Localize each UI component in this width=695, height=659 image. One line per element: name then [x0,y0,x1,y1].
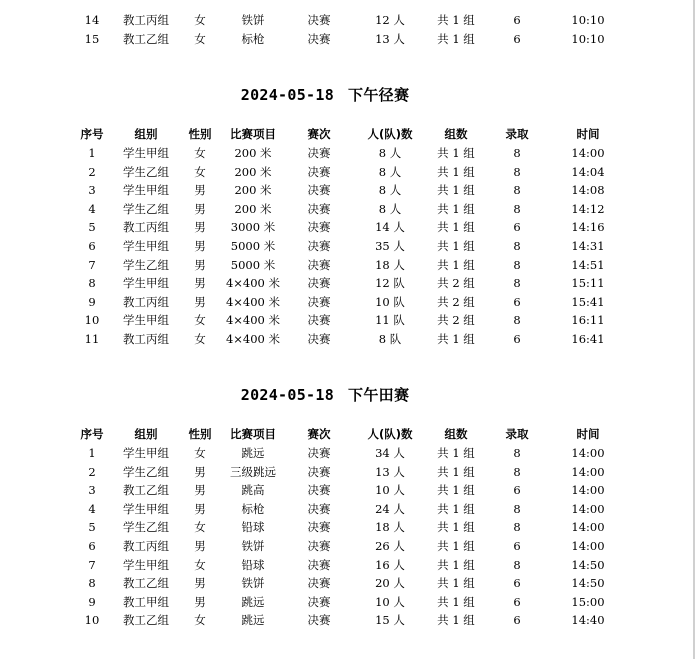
cell-event: 铁饼 [241,13,265,27]
cell-group: 学生甲组 [123,239,169,253]
cell-entrants: 13 人 [375,31,405,46]
header-group: 组别 [134,127,158,141]
cell-round: 决赛 [307,164,331,179]
header-event: 比赛项目 [230,127,276,141]
cell-time: 14:00 [571,520,605,535]
section-title [0,384,650,405]
cell-qualify: 6 [513,613,521,628]
cell-event: 200 米 [234,146,272,160]
cell-time: 14:00 [571,483,605,498]
cell-heats: 共 1 组 [437,613,475,628]
cell-entrants: 10 人 [375,594,405,609]
cell-round: 决赛 [307,313,331,328]
cell-group: 教工乙组 [123,483,169,498]
cell-event: 跳高 [241,483,265,498]
cell-entrants: 10 队 [375,294,405,309]
cell-round: 决赛 [307,332,331,346]
cell-heats: 共 1 组 [437,146,475,160]
cell-gender: 男 [194,464,206,479]
cell-group: 学生甲组 [123,313,169,328]
cell-gender: 男 [194,539,206,553]
cell-heats: 共 1 组 [437,446,475,460]
cell-heats: 共 1 组 [437,164,475,179]
cell-round: 决赛 [307,557,331,572]
table-row [0,30,693,48]
cell-group: 学生乙组 [123,257,169,272]
cell-gender: 女 [194,446,206,460]
cell-event: 跳远 [241,613,265,628]
cell-entrants: 18 人 [375,257,405,272]
cell-number: 9 [88,294,96,309]
table-row [0,311,693,329]
section-title [0,84,650,105]
cell-gender: 女 [194,332,206,346]
cell-group: 教工甲组 [123,594,169,609]
table-row [0,293,693,311]
cell-group: 教工乙组 [123,613,169,628]
cell-group: 教工乙组 [123,576,169,591]
table-row [0,144,693,162]
cell-time: 10:10 [571,31,605,46]
cell-group: 教工丙组 [123,539,169,553]
table-header [0,425,693,443]
cell-event: 铁饼 [241,576,265,591]
cell-entrants: 12 人 [375,13,405,27]
cell-group: 学生甲组 [123,446,169,460]
cell-gender: 男 [194,183,206,198]
cell-round: 决赛 [307,257,331,272]
cell-round: 决赛 [307,276,331,291]
cell-entrants: 8 人 [378,146,402,160]
cell-number: 4 [88,201,96,216]
table-row [0,500,693,518]
cell-event: 4×400 米 [225,332,281,346]
cell-gender: 女 [194,613,206,628]
header-gender: 性别 [188,127,212,141]
cell-qualify: 8 [513,239,521,253]
cell-qualify: 6 [513,539,521,553]
cell-time: 16:41 [571,332,605,346]
cell-event: 5000 米 [230,239,276,253]
cell-number: 2 [88,164,96,179]
cell-round: 决赛 [307,146,331,160]
cell-gender: 男 [194,294,206,309]
cell-round: 决赛 [307,501,331,516]
cell-event: 200 米 [234,164,272,179]
cell-number: 3 [88,483,96,498]
cell-round: 决赛 [307,576,331,591]
cell-event: 跳远 [241,446,265,460]
cell-gender: 男 [194,276,206,291]
cell-heats: 共 1 组 [437,13,475,27]
cell-gender: 女 [194,313,206,328]
cell-gender: 男 [194,239,206,253]
cell-time: 14:51 [571,257,605,272]
cell-qualify: 8 [513,520,521,535]
cell-event: 铁饼 [241,539,265,553]
cell-gender: 女 [194,557,206,572]
cell-heats: 共 2 组 [437,276,475,291]
cell-round: 决赛 [307,613,331,628]
cell-number: 5 [88,520,96,535]
header-gender: 性别 [188,427,212,441]
cell-time: 14:08 [571,183,605,198]
cell-entrants: 8 人 [378,201,402,216]
table-row [0,518,693,536]
cell-heats: 共 1 组 [437,464,475,479]
cell-heats: 共 1 组 [437,257,475,272]
cell-gender: 男 [194,483,206,498]
header-qualify: 录取 [505,427,529,441]
table-row [0,163,693,181]
cell-number: 6 [88,239,96,253]
cell-heats: 共 1 组 [437,557,475,572]
table-row [0,200,693,218]
section-name: 下午田赛 [348,386,410,404]
cell-gender: 女 [194,164,206,179]
cell-qualify: 8 [513,313,521,328]
cell-qualify: 8 [513,146,521,160]
cell-qualify: 6 [513,332,521,346]
header-group: 组别 [134,427,158,441]
cell-gender: 男 [194,201,206,216]
cell-round: 决赛 [307,520,331,535]
cell-round: 决赛 [307,31,331,46]
cell-qualify: 8 [513,276,521,291]
cell-event: 200 米 [234,183,272,198]
cell-heats: 共 2 组 [437,313,475,328]
cell-heats: 共 1 组 [437,501,475,516]
header-time: 时间 [576,427,600,441]
cell-event: 200 米 [234,201,272,216]
cell-time: 14:50 [571,576,605,591]
cell-gender: 男 [194,220,206,235]
cell-heats: 共 1 组 [437,201,475,216]
cell-number: 1 [88,146,96,160]
header-number: 序号 [80,427,104,441]
cell-gender: 女 [194,146,206,160]
cell-time: 16:11 [571,313,605,328]
cell-number: 7 [88,557,96,572]
cell-time: 10:10 [571,13,605,27]
cell-time: 14:31 [571,239,605,253]
cell-time: 15:41 [571,294,605,309]
cell-number: 6 [88,539,96,553]
cell-time: 15:11 [571,276,605,291]
cell-event: 4×400 米 [225,276,281,291]
cell-entrants: 26 人 [375,539,405,553]
cell-round: 决赛 [307,13,331,27]
cell-entrants: 10 人 [375,483,405,498]
cell-time: 14:00 [571,501,605,516]
cell-event: 三级跳远 [230,464,276,479]
section-date: 2024-05-18 [240,86,335,104]
table-row [0,593,693,611]
cell-time: 14:12 [571,201,605,216]
cell-qualify: 6 [513,31,521,46]
cell-entrants: 24 人 [375,501,405,516]
header-event: 比赛项目 [230,427,276,441]
cell-time: 14:04 [571,164,605,179]
cell-entrants: 8 队 [378,332,402,346]
cell-number: 15 [84,31,100,46]
cell-number: 4 [88,501,96,516]
cell-event: 3000 米 [230,220,276,235]
cell-gender: 女 [194,13,206,27]
cell-event: 铅球 [241,557,265,572]
header-heats: 组数 [444,427,468,441]
cell-round: 决赛 [307,464,331,479]
cell-heats: 共 1 组 [437,594,475,609]
cell-entrants: 12 队 [375,276,405,291]
cell-qualify: 8 [513,201,521,216]
cell-qualify: 6 [513,576,521,591]
cell-heats: 共 1 组 [437,332,475,346]
cell-entrants: 35 人 [375,239,405,253]
cell-heats: 共 2 组 [437,294,475,309]
cell-heats: 共 1 组 [437,539,475,553]
table-row [0,330,693,348]
header-entrants: 人(队)数 [367,127,413,141]
cell-event: 标枪 [241,31,265,46]
cell-qualify: 8 [513,501,521,516]
cell-qualify: 8 [513,183,521,198]
cell-number: 10 [84,613,100,628]
cell-group: 教工丙组 [123,332,169,346]
cell-number: 8 [88,576,96,591]
cell-number: 9 [88,594,96,609]
cell-entrants: 8 人 [378,183,402,198]
header-number: 序号 [80,127,104,141]
cell-entrants: 11 队 [375,313,405,328]
table-row [0,611,693,629]
cell-qualify: 8 [513,557,521,572]
cell-qualify: 6 [513,594,521,609]
cell-time: 14:00 [571,146,605,160]
header-time: 时间 [576,127,600,141]
cell-qualify: 8 [513,257,521,272]
header-qualify: 录取 [505,127,529,141]
cell-number: 5 [88,220,96,235]
cell-time: 14:50 [571,557,605,572]
cell-qualify: 6 [513,13,521,27]
cell-gender: 女 [194,520,206,535]
table-row [0,574,693,592]
cell-heats: 共 1 组 [437,220,475,235]
header-entrants: 人(队)数 [367,427,413,441]
cell-number: 3 [88,183,96,198]
cell-group: 学生甲组 [123,146,169,160]
cell-entrants: 8 人 [378,164,402,179]
cell-entrants: 16 人 [375,557,405,572]
cell-group: 学生甲组 [123,501,169,516]
cell-round: 决赛 [307,539,331,553]
cell-group: 学生乙组 [123,520,169,535]
cell-entrants: 20 人 [375,576,405,591]
cell-entrants: 18 人 [375,520,405,535]
cell-gender: 男 [194,257,206,272]
cell-entrants: 14 人 [375,220,405,235]
table-header [0,125,693,143]
cell-event: 5000 米 [230,257,276,272]
table-row [0,481,693,499]
cell-group: 学生甲组 [123,183,169,198]
table-row [0,11,693,29]
cell-heats: 共 1 组 [437,483,475,498]
cell-event: 4×400 米 [225,313,281,328]
table-row [0,181,693,199]
cell-round: 决赛 [307,446,331,460]
cell-gender: 女 [194,31,206,46]
table-row [0,237,693,255]
cell-heats: 共 1 组 [437,31,475,46]
cell-number: 1 [88,446,96,460]
cell-group: 学生乙组 [123,201,169,216]
cell-round: 决赛 [307,183,331,198]
cell-group: 学生甲组 [123,276,169,291]
cell-number: 10 [84,313,100,328]
table-row [0,218,693,236]
cell-qualify: 6 [513,294,521,309]
cell-entrants: 13 人 [375,464,405,479]
cell-qualify: 8 [513,464,521,479]
header-round: 赛次 [307,127,331,141]
cell-number: 7 [88,257,96,272]
cell-round: 决赛 [307,294,331,309]
header-round: 赛次 [307,427,331,441]
cell-event: 4×400 米 [225,294,281,309]
cell-time: 14:00 [571,464,605,479]
cell-event: 铅球 [241,520,265,535]
cell-time: 14:40 [571,613,605,628]
table-row [0,274,693,292]
cell-heats: 共 1 组 [437,520,475,535]
cell-round: 决赛 [307,483,331,498]
table-row [0,463,693,481]
cell-number: 14 [84,13,100,27]
cell-group: 学生乙组 [123,464,169,479]
cell-time: 15:00 [571,594,605,609]
cell-gender: 男 [194,594,206,609]
cell-group: 教工丙组 [123,294,169,309]
cell-time: 14:00 [571,446,605,460]
cell-number: 8 [88,276,96,291]
cell-round: 决赛 [307,594,331,609]
cell-group: 学生甲组 [123,557,169,572]
cell-entrants: 34 人 [375,446,405,460]
cell-gender: 男 [194,576,206,591]
cell-event: 标枪 [241,501,265,516]
cell-heats: 共 1 组 [437,576,475,591]
table-row [0,537,693,555]
cell-round: 决赛 [307,201,331,216]
cell-round: 决赛 [307,239,331,253]
cell-group: 教工丙组 [123,13,169,27]
cell-event: 跳远 [241,594,265,609]
cell-group: 教工丙组 [123,220,169,235]
cell-heats: 共 1 组 [437,239,475,253]
cell-heats: 共 1 组 [437,183,475,198]
section-date: 2024-05-18 [240,386,335,404]
cell-number: 2 [88,464,96,479]
table-row [0,556,693,574]
cell-time: 14:16 [571,220,605,235]
cell-qualify: 8 [513,446,521,460]
cell-group: 学生乙组 [123,164,169,179]
header-heats: 组数 [444,127,468,141]
cell-qualify: 6 [513,220,521,235]
cell-gender: 男 [194,501,206,516]
table-row [0,444,693,462]
cell-time: 14:00 [571,539,605,553]
section-name: 下午径赛 [348,86,410,104]
cell-qualify: 6 [513,483,521,498]
cell-round: 决赛 [307,220,331,235]
cell-number: 11 [84,332,100,346]
cell-entrants: 15 人 [375,613,405,628]
table-row [0,256,693,274]
cell-qualify: 8 [513,164,521,179]
cell-group: 教工乙组 [123,31,169,46]
